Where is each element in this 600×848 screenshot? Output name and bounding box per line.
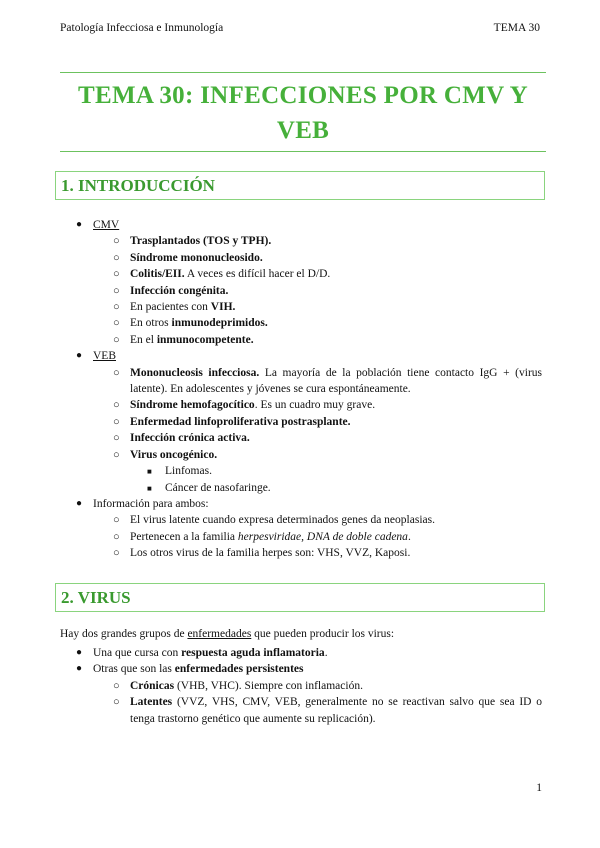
list-item: ○ Infección congénita. (113, 284, 229, 297)
list-item: ○ Virus oncogénico. (113, 448, 218, 461)
section2-body (0, 645, 600, 727)
list-item: ○ El virus latente cuando expresa determinados genes da neoplasias. (113, 514, 435, 527)
list-item: ○ Síndrome hemofagocítico. Es un cuadro muy grave. (113, 399, 376, 412)
list-item: ○ Infección crónica activa. (113, 432, 250, 445)
list-item: ○ Pertenecen a la familia herpesviridae, DNA de doble cadena. (113, 530, 411, 543)
section-heading-virus: 2. VIRUS (55, 583, 545, 612)
list-item: ○ Crónicas (VHB, VHC). Siempre con inflamación. (113, 679, 363, 692)
title-line-1: TEMA 30: INFECCIONES POR CMV Y (78, 82, 528, 109)
list-item: ○ En otros inmunodeprimidos. (113, 317, 268, 330)
list-item-cmv: ● CMV (76, 219, 120, 231)
cmv-label: CMV (93, 219, 120, 231)
section2-intro: Hay dos grandes grupos de enfermedades que pueden producir los virus: (60, 628, 395, 640)
title-rule-bottom (60, 151, 546, 152)
list-item-veb: ● VEB (76, 350, 116, 363)
list-item: ○ En pacientes con VIH. (113, 301, 236, 314)
list-item: ○ Latentes (VVZ, VHS, CMV, VEB, generalmente no se reactivan salvo que sea ID o tenga trastorno genético que aumente su replicación). (113, 696, 542, 725)
section-heading-introduccion: 1. INTRODUCCIÓN (55, 171, 545, 200)
list-item: ● Una que cursa con respuesta aguda inflamatoria. (76, 647, 328, 659)
list-item: ○ Trasplantados (TOS y TPH). (113, 235, 272, 248)
section1-body (0, 217, 600, 562)
page-title (60, 78, 546, 148)
list-item: ● Otras que son las enfermedades persistentes (76, 663, 304, 676)
list-item: ○ En el inmunocompetente. (113, 333, 254, 346)
title-rule-top (60, 72, 546, 73)
list-item-ambos: ● Información para ambos: (76, 497, 209, 510)
list-item: ○ Síndrome mononucleosido. (113, 251, 263, 264)
list-item: ○ Colitis/EII. A veces es difícil hacer el D/D. (113, 268, 331, 281)
list-item: ■ Linfomas. (147, 465, 212, 478)
veb-label: VEB (93, 350, 116, 363)
header-subject: Patología Infecciosa e Inmunología (60, 22, 224, 34)
page-number: 1 (536, 782, 542, 794)
list-item: ○ Enfermedad linfoproliferativa postrasplante. (113, 415, 351, 428)
list-item: ○ Los otros virus de la familia herpes son: VHS, VVZ, Kaposi. (113, 547, 411, 560)
title-line-2: VEB (276, 117, 330, 144)
header-topic: TEMA 30 (493, 22, 540, 34)
list-item: ○ Mononucleosis infecciosa. La mayoría de la población tiene contacto IgG + (virus latente). En adolescentes y jóvenes se cura espontáneamente. (113, 366, 542, 396)
list-item: ■ Cáncer de nasofaringe. (147, 481, 271, 494)
